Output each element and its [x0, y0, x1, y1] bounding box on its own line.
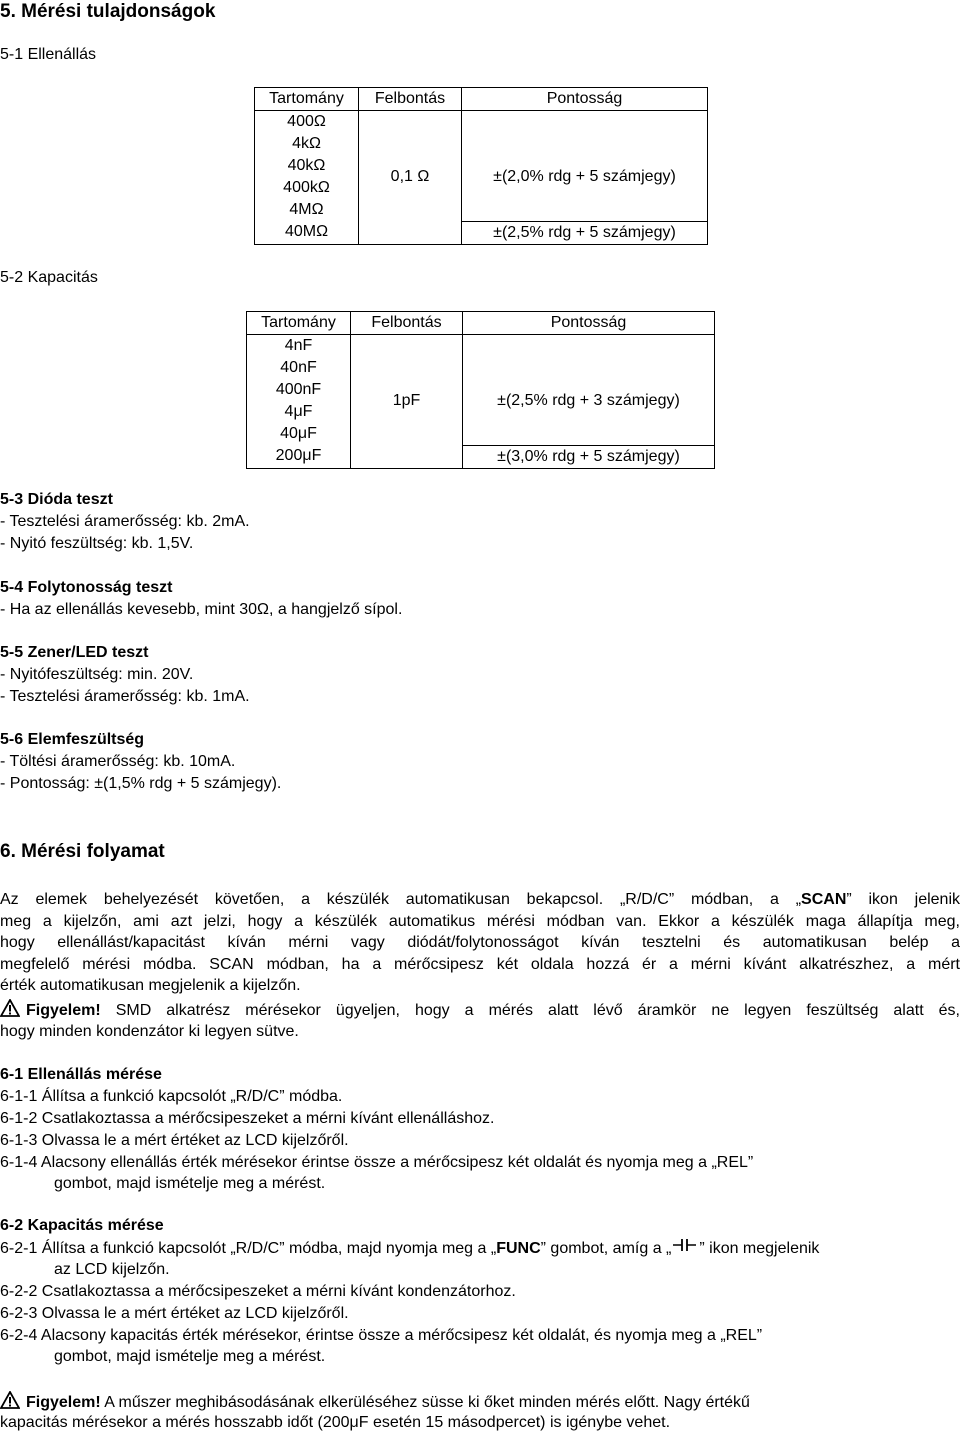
intro-text: Az elemek behelyezését követően, a készülék automatikusan bekapcsol. „R/D/C” módban, a „ [0, 891, 802, 908]
step-line: 6-2-4 Alacsony kapacitás érték mérésekor, érintse össze a mérőcsipesz két oldalát, és nyomja meg a „REL” [0, 1327, 763, 1344]
capacitance-heading: 5-2 Kapacitás [0, 269, 98, 286]
step-line: 6-1-1 Állítsa a funkció kapcsolót „R/D/C” módba. [0, 1088, 343, 1105]
step-line: 6-2-2 Csatlakoztassa a mérőcsipeszeket a mérni kívánt kondenzátorhoz. [0, 1283, 516, 1300]
header-resolution: Felbontás [351, 312, 463, 335]
zener-line: - Nyitófeszültség: min. 20V. [0, 666, 194, 683]
accuracy-cell: ±(2,0% rdg + 5 számjegy) [462, 133, 708, 221]
continuity-heading: 5-4 Folytonosság teszt [0, 579, 173, 596]
intro-text: hogy ellenállást/kapacitást kíván mérni vagy diódát/folytonosságot kíván tesztelni és automatikusan belép a [0, 934, 960, 952]
header-range: Tartomány [247, 312, 351, 335]
step-line: 6-1-2 Csatlakoztassa a mérőcsipeszeket a mérni kívánt ellenálláshoz. [0, 1110, 495, 1127]
range-cell: 4nF [247, 335, 351, 358]
intro-text: ” ikon jelenik [846, 891, 960, 908]
discharge-warning-line: kapacitás mérésekor a mérés hosszabb időt (200μF esetén 15 másodpercet) is igénybe vehet. [0, 1414, 671, 1431]
step-line [0, 1238, 819, 1259]
warning-label: Figyelem! [26, 1394, 101, 1411]
smd-warning [0, 999, 960, 1042]
range-cell: 4kΩ [255, 133, 359, 155]
step-line: gombot, majd ismételje meg a mérést. [54, 1348, 326, 1365]
warning-label: Figyelem! [26, 1002, 101, 1019]
step-text: ” ikon megjelenik [699, 1240, 820, 1257]
intro-text: meg a kijelzőn, ami azt jelzi, hogy a készülék automatikus mérési módban van. Ekkor a készülék maga állapítja meg, [0, 912, 960, 930]
diode-line: - Tesztelési áramerősség: kb. 2mA. [0, 513, 250, 530]
battery-line: - Töltési áramerősség: kb. 10mA. [0, 753, 236, 770]
resistance-measure-heading: 6-1 Ellenállás mérése [0, 1066, 162, 1083]
battery-heading: 5-6 Elemfeszültség [0, 731, 145, 748]
scan-label: SCAN [801, 891, 847, 908]
accuracy-blank [462, 111, 708, 134]
discharge-warning [0, 1391, 750, 1413]
header-resolution: Felbontás [359, 88, 462, 111]
range-cell: 40μF [247, 423, 351, 445]
header-range: Tartomány [255, 88, 359, 111]
capacitor-symbol-icon [671, 1238, 699, 1252]
range-cell: 400kΩ [255, 177, 359, 199]
warning-text: SMD alkatrész mérésekor ügyeljen, hogy a mérés alatt lévő áramkör ne legyen feszültség alatt és, [100, 1002, 960, 1019]
table-header-row [255, 88, 708, 111]
warning-triangle-icon [0, 999, 20, 1017]
func-label: FUNC [496, 1240, 541, 1257]
table-header-row [247, 312, 715, 335]
step-line: 6-1-3 Olvassa le a mért értéket az LCD kijelzőről. [0, 1132, 349, 1149]
intro-paragraph [0, 889, 960, 997]
capacitance-measure-heading: 6-2 Kapacitás mérése [0, 1217, 164, 1234]
range-cell: 400nF [247, 379, 351, 401]
step-line: gombot, majd ismételje meg a mérést. [54, 1175, 326, 1192]
capacitance-table [246, 311, 715, 469]
section-6-title: 6. Mérési folyamat [0, 841, 165, 862]
section-5-title: 5. Mérési tulajdonságok [0, 1, 216, 22]
header-accuracy: Pontosság [462, 88, 708, 111]
diode-line: - Nyitó feszültség: kb. 1,5V. [0, 535, 194, 552]
resistance-table [254, 87, 708, 245]
warning-text: A műszer meghibásodásának elkerüléséhez süsse ki őket minden mérés előtt. Nagy értékű [100, 1394, 750, 1411]
range-cell: 4μF [247, 401, 351, 423]
intro-text: megfelelő mérési módba. SCAN módban, ha a mérőcsipesz két oldala hozzá ér a mérni kívánt alkatrészhez, a mért [0, 955, 960, 973]
warning-triangle-icon [0, 1391, 20, 1409]
header-accuracy: Pontosság [463, 312, 715, 335]
range-cell: 200μF [247, 445, 351, 468]
range-cell: 40nF [247, 357, 351, 379]
step-line: 6-1-4 Alacsony ellenállás érték mérésekor érintse össze a mérőcsipesz két oldalát és nyomja meg a „REL” [0, 1154, 754, 1171]
zener-heading: 5-5 Zener/LED teszt [0, 644, 149, 661]
accuracy-cell: ±(2,5% rdg + 3 számjegy) [463, 357, 715, 445]
step-text: 6-2-1 Állítsa a funkció kapcsolót „R/D/C” módba, majd nyomja meg a „ [0, 1240, 497, 1257]
battery-line: - Pontosság: ±(1,5% rdg + 5 számjegy). [0, 775, 282, 792]
zener-line: - Tesztelési áramerősség: kb. 1mA. [0, 688, 250, 705]
step-line: az LCD kijelzőn. [54, 1261, 170, 1278]
range-cell: 40kΩ [255, 155, 359, 177]
warning-text: hogy minden kondenzátor ki legyen sütve. [0, 1022, 299, 1040]
step-line: 6-2-3 Olvassa le a mért értéket az LCD kijelzőről. [0, 1305, 349, 1322]
resolution-cell: 1pF [351, 335, 463, 469]
resolution-cell: 0,1 Ω [359, 111, 462, 245]
accuracy-cell: ±(3,0% rdg + 5 számjegy) [463, 445, 715, 468]
accuracy-blank [463, 335, 715, 358]
diode-test-heading: 5-3 Dióda teszt [0, 491, 113, 508]
resistance-heading: 5-1 Ellenállás [0, 46, 97, 63]
intro-text: érték automatikusan megjelenik a kijelzőn. [0, 977, 301, 995]
range-cell: 400Ω [255, 111, 359, 134]
accuracy-cell: ±(2,5% rdg + 5 számjegy) [462, 221, 708, 244]
range-cell: 40MΩ [255, 221, 359, 244]
range-cell: 4MΩ [255, 199, 359, 221]
continuity-line: - Ha az ellenállás kevesebb, mint 30Ω, a hangjelző sípol. [0, 601, 403, 618]
step-text: ” gombot, amíg a „ [540, 1240, 672, 1257]
